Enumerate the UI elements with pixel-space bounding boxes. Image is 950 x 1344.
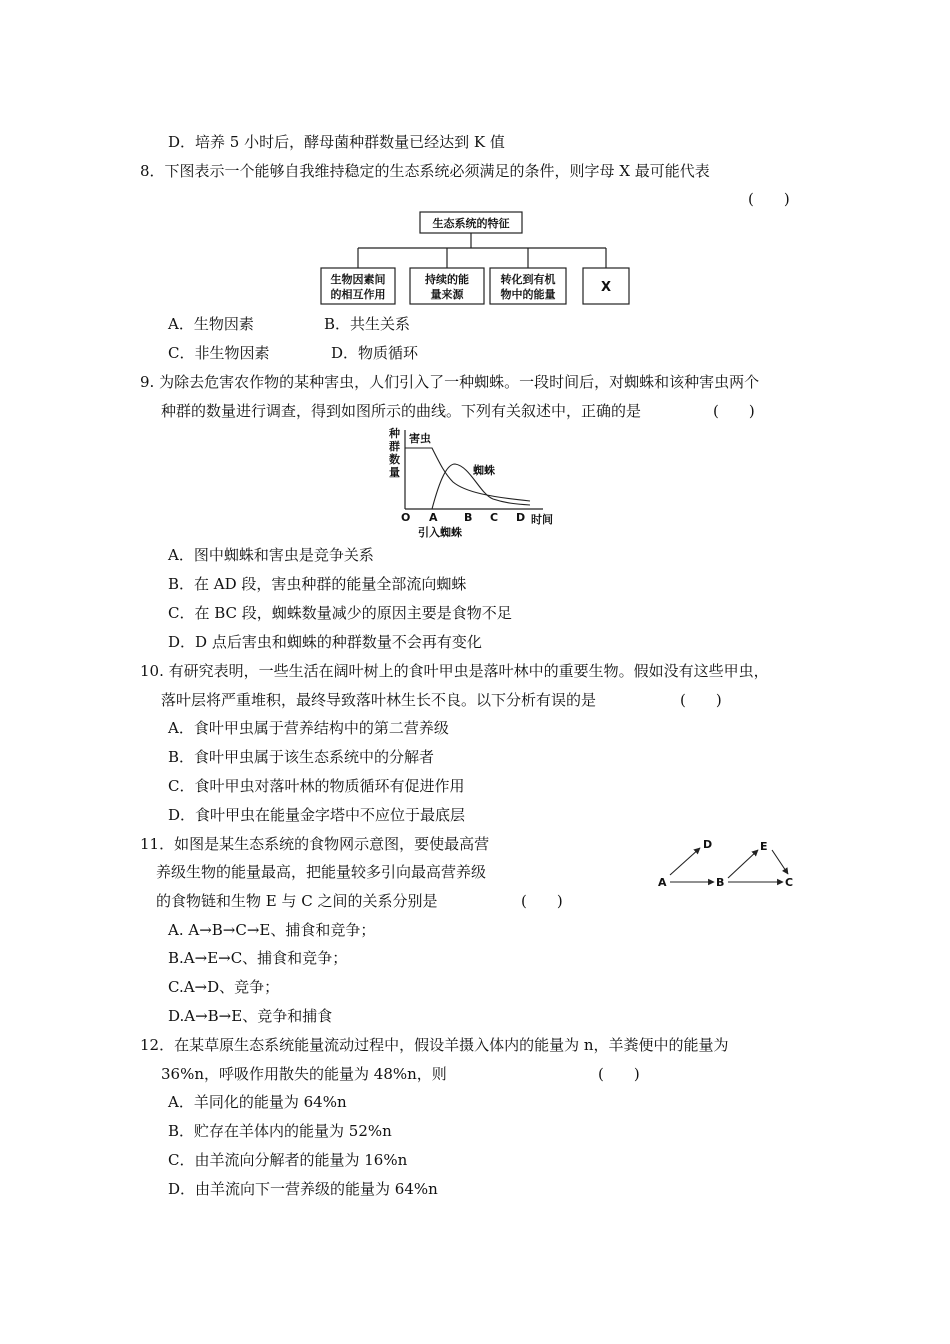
q8-child-label: 生物因素间 [330,273,386,286]
arrow-e-to-c [772,850,788,874]
x-tick-label: D [516,511,526,524]
q8-child-label: X [600,280,612,295]
q8-root-label: 生态系统的特征 [432,217,510,230]
q12-option-b: B．贮存在羊体内的能量为 52%n [168,1122,392,1140]
arrow-b-to-e [728,850,758,878]
spider-label: 蜘蛛 [473,464,495,477]
x-tick-label: B [464,511,473,524]
q10-option-a: A．食叶甲虫属于营养结构中的第二营养级 [168,719,449,737]
q12-stem-line1: 12．在某草原生态系统能量流动过程中，假设羊摄入体内的能量为 n，羊粪便中的能量为 [140,1036,729,1054]
q9-option-d: D．D 点后害虫和蜘蛛的种群数量不会再有变化 [168,633,482,651]
q12-stem-line2: 36%n，呼吸作用散失的能量为 48%n，则 [161,1065,447,1083]
q10-stem-line1: 10. 有研究表明，一些生活在阔叶树上的食叶甲虫是落叶林中的重要生物。假如没有这些甲虫， [140,662,769,680]
food-web-node-b: B [716,876,725,889]
q8-diagram [300,205,640,313]
q8-option-c: C．非生物因素 [168,344,270,362]
q11-option-d: D.A→B→E、竞争和捕食 [168,1007,333,1025]
q11-option-a: A. A→B→C→E、捕食和竞争； [168,921,376,939]
pest-label: 害虫 [409,432,431,445]
q11-stem-line3: 的食物链和生物 E 与 C 之间的关系分别是 [156,892,438,910]
q8-stem: 8．下图表示一个能够自我维持稳定的生态系统必须满足的条件，则字母 X 最可能代表 [140,162,710,180]
q10-option-d: D．食叶甲虫在能量金字塔中不应位于最底层 [168,806,466,824]
q8-child-label: 物中的能量 [500,288,556,301]
q8-option-a: A．生物因素 [168,315,254,333]
q12-answer-paren: ( ) [598,1065,640,1083]
y-axis-label-char: 群 [389,440,400,453]
q9-option-a: A．图中蜘蛛和害虫是竞争关系 [168,546,374,564]
food-web-node-a: A [658,876,667,889]
q12-option-c: C．由羊流向分解者的能量为 16%n [168,1151,408,1169]
y-axis-label-char: 数 [389,453,400,466]
q12-option-d: D．由羊流向下一营养级的能量为 64%n [168,1180,438,1198]
q10-option-c: C．食叶甲虫对落叶林的物质循环有促进作用 [168,777,465,795]
food-web-node-e: E [760,840,768,853]
q8-child-label: 量来源 [430,288,464,301]
q10-stem-line2: 落叶层将严重堆积，最终导致落叶林生长不良。以下分析有误的是 [161,691,597,709]
x-axis-label: 时间 [531,513,553,526]
q8-child-label: 持续的能 [425,273,469,286]
q9-answer-paren: ( ) [713,402,755,420]
q8-child-label: 转化到有机 [500,273,556,286]
q11-option-b: B.A→E→C、捕食和竞争； [168,949,348,967]
q9-stem-line1: 9. 为除去危害农作物的某种害虫，人们引入了一种蜘蛛。一段时间后，对蜘蛛和该种害虫两个 [140,373,760,391]
q11-food-web [650,832,800,894]
x-tick-label: C [490,511,499,524]
q7-option-d: D．培养 5 小时后，酵母菌种群数量已经达到 K 值 [168,133,505,151]
q10-answer-paren: ( ) [680,691,722,709]
q9-option-b: B．在 AD 段，害虫种群的能量全部流向蜘蛛 [168,575,467,593]
q11-option-c: C.A→D、竞争； [168,978,280,996]
q12-option-a: A．羊同化的能量为 64%n [168,1093,347,1111]
q9-option-c: C．在 BC 段，蜘蛛数量减少的原因主要是食物不足 [168,604,512,622]
food-web-node-d: D [703,838,713,851]
q11-stem-line1: 11．如图是某生态系统的食物网示意图，要使最高营 [140,835,490,853]
q8-answer-paren: ( ) [748,190,790,208]
chart-caption: 引入蜘蛛 [418,526,462,539]
q8-child-label: 的相互作用 [330,288,386,301]
q8-option-b: B．共生关系 [324,315,411,333]
x-tick-label: A [429,511,438,524]
origin-label: O [401,511,411,524]
q11-stem-line2: 养级生物的能量最高，把能量较多引向最高营养级 [156,863,487,881]
q11-answer-paren: ( ) [521,892,563,910]
q9-stem-line2: 种群的数量进行调查，得到如图所示的曲线。下列有关叙述中，正确的是 [161,402,642,420]
pest-curve [405,448,530,501]
y-axis-label-char: 种 [389,427,400,440]
q10-option-b: B．食叶甲虫属于该生态系统中的分解者 [168,748,435,766]
arrow-a-to-d [670,848,700,875]
food-web-node-c: C [785,876,794,889]
q9-population-chart [385,424,570,542]
y-axis-label-char: 量 [389,466,400,479]
q8-option-d: D．物质循环 [331,344,419,362]
